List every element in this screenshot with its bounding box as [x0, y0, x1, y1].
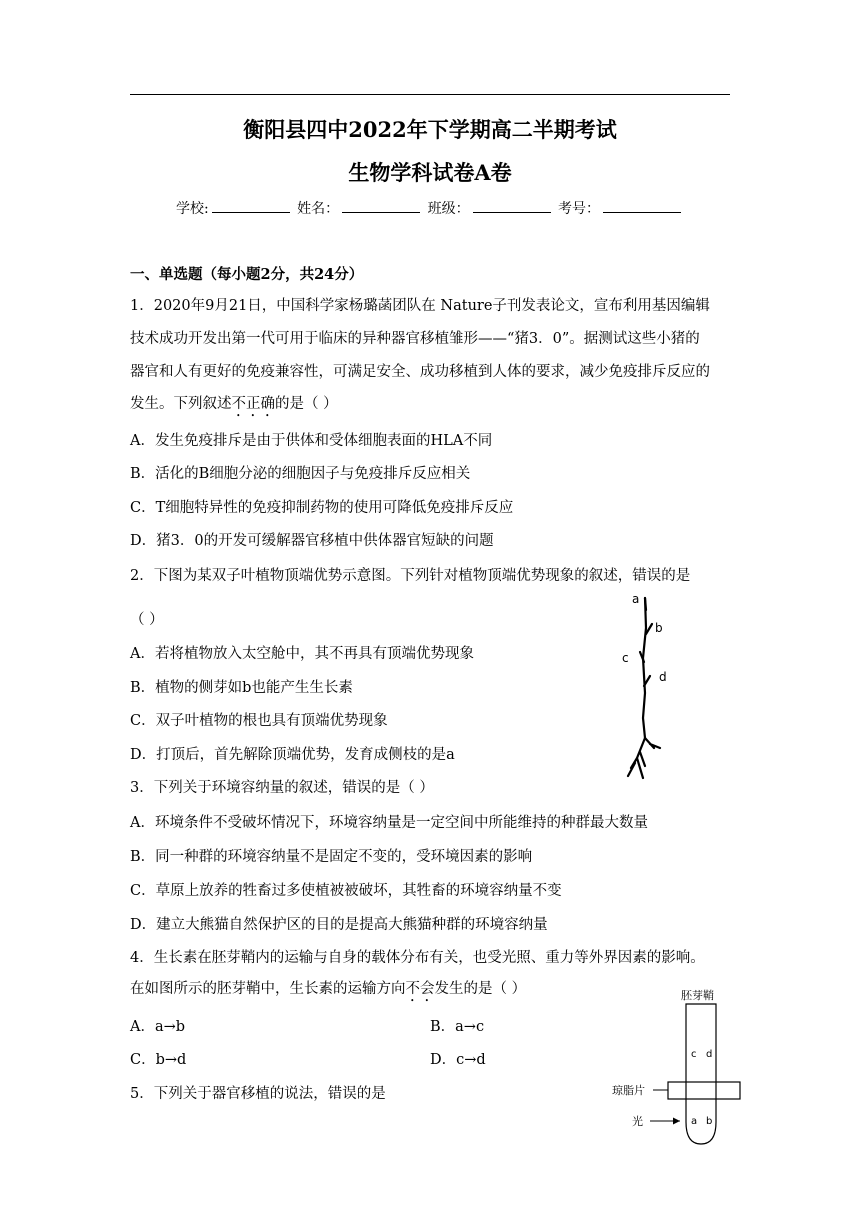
q3-option-d: D．建立大熊猫自然保护区的目的是提高大熊猫种群的环境容纳量: [130, 917, 548, 933]
light-label: 光: [632, 1115, 643, 1128]
q1-stem-line2: 技术成功开发出第一代可用于临床的异种器官移植雏形——“猪3．0”。据测试这些小猪的: [130, 331, 700, 347]
q1-option-c: C．T细胞特异性的免疫抑制药物的使用可降低免疫排斥反应: [130, 500, 514, 516]
q3-option-b: B．同一种群的环境容纳量不是固定不变的，受环境因素的影响: [130, 849, 533, 865]
q1-option-d: D．猪3．0的开发可缓解器官移植中供体器官短缺的问题: [130, 533, 494, 549]
q3-option-c: C．草原上放养的牲畜过多使植被被破坏，其牲畜的环境容纳量不变: [130, 883, 562, 899]
q4-option-c: C．b→d: [130, 1052, 187, 1068]
q1-option-b: B．活化的B细胞分泌的细胞因子与免疫排斥反应相关: [130, 466, 471, 482]
q1-stem-line3: 器官和人有更好的免疫兼容性，可满足安全、成功移植到人体的要求，减少免疫排斥反应的: [130, 364, 710, 380]
exam-title: 衡阳县四中2022年下学期高二半期考试: [243, 117, 617, 142]
bud-a-stem: [645, 598, 646, 610]
q4-answer-paren: 发生的是（ ）: [434, 981, 527, 997]
school-blank[interactable]: [212, 212, 290, 213]
q4-stem-text: 在如图所示的胚芽鞘中，生长素的运输方向: [130, 981, 406, 997]
name-blank[interactable]: [342, 212, 420, 213]
q4-option-d: D．c→d: [430, 1052, 486, 1068]
q4-option-a: A．a→b: [130, 1019, 186, 1035]
q2-stem: 2．下图为某双子叶植物顶端优势示意图。下列针对植物顶端优势现象的叙述，错误的是: [130, 568, 691, 584]
plant-apical-dominance-figure: [610, 588, 690, 788]
light-arrow-head: [673, 1118, 680, 1125]
plant-stem: [643, 598, 646, 738]
q2-option-c: C．双子叶植物的根也具有顶端优势现象: [130, 713, 388, 729]
coleoptile-letter-a: a: [691, 1116, 698, 1127]
agar-block: [668, 1082, 740, 1099]
school-label: 学校:: [175, 201, 209, 217]
q2-answer-paren: （ ）: [130, 612, 164, 628]
coleoptile-label: 胚芽鞘: [681, 989, 714, 1002]
q3-stem: 3．下列关于环境容纳量的叙述，错误的是（ ）: [130, 780, 434, 796]
plant-root: [628, 738, 660, 778]
q2-option-a: A．若将植物放入太空舱中，其不再具有顶端优势现象: [130, 646, 474, 662]
student-info-row: [0, 198, 860, 218]
exam-no-label: 考号：: [558, 201, 601, 217]
fig-label-d: d: [659, 670, 667, 684]
header-rule: [130, 94, 730, 95]
class-blank[interactable]: [473, 212, 551, 213]
agar-label: 琼脂片: [612, 1084, 645, 1097]
coleoptile-figure: [608, 982, 748, 1147]
exam-subtitle: 生物学科试卷A卷: [348, 160, 512, 185]
q1-stem-line1: 1．2020年9月21日，中国科学家杨璐菡团队在 Nature子刊发表论文，宣布利用基因编辑: [130, 298, 710, 314]
q1-option-a: A．发生免疫排斥是由于供体和受体细胞表面的HLA不同: [130, 433, 493, 449]
section-heading: 一、单选题（每小题2分，共24分）: [130, 266, 364, 283]
q1-stem-line4: [130, 392, 338, 420]
q4-option-b: B．a→c: [430, 1019, 485, 1035]
q5-stem: 5．下列关于器官移植的说法，错误的是: [130, 1086, 386, 1102]
q1-stem-text: 发生。下列叙述: [130, 396, 232, 412]
q4-emphasis: 不会: [405, 981, 435, 997]
coleoptile-letter-b: b: [706, 1116, 713, 1127]
q1-emphasis: 不正确: [231, 396, 275, 412]
q4-stem-line1: 4．生长素在胚芽鞘内的运输与自身的载体分布有关，也受光照、重力等外界因素的影响。: [130, 950, 705, 966]
class-label: 班级：: [427, 201, 470, 217]
q2-option-b: B．植物的侧芽如b也能产生生长素: [130, 680, 353, 696]
fig-label-b: b: [655, 621, 663, 635]
exam-no-blank[interactable]: [603, 212, 681, 213]
coleoptile-letter-d: d: [706, 1049, 713, 1060]
fig-label-c: c: [622, 651, 629, 665]
q4-stem-line2: [130, 977, 526, 1005]
coleoptile-letter-c: c: [691, 1049, 697, 1060]
q3-option-a: A．环境条件不受破坏情况下，环境容纳量是一定空间中所能维持的种群最大数量: [130, 815, 648, 831]
fig-label-a: a: [632, 592, 640, 606]
name-label: 姓名：: [297, 201, 340, 217]
q1-answer-paren: 的是（ ）: [275, 396, 338, 412]
q2-option-d: D．打顶后，首先解除顶端优势，发育成侧枝的是a: [130, 747, 455, 763]
